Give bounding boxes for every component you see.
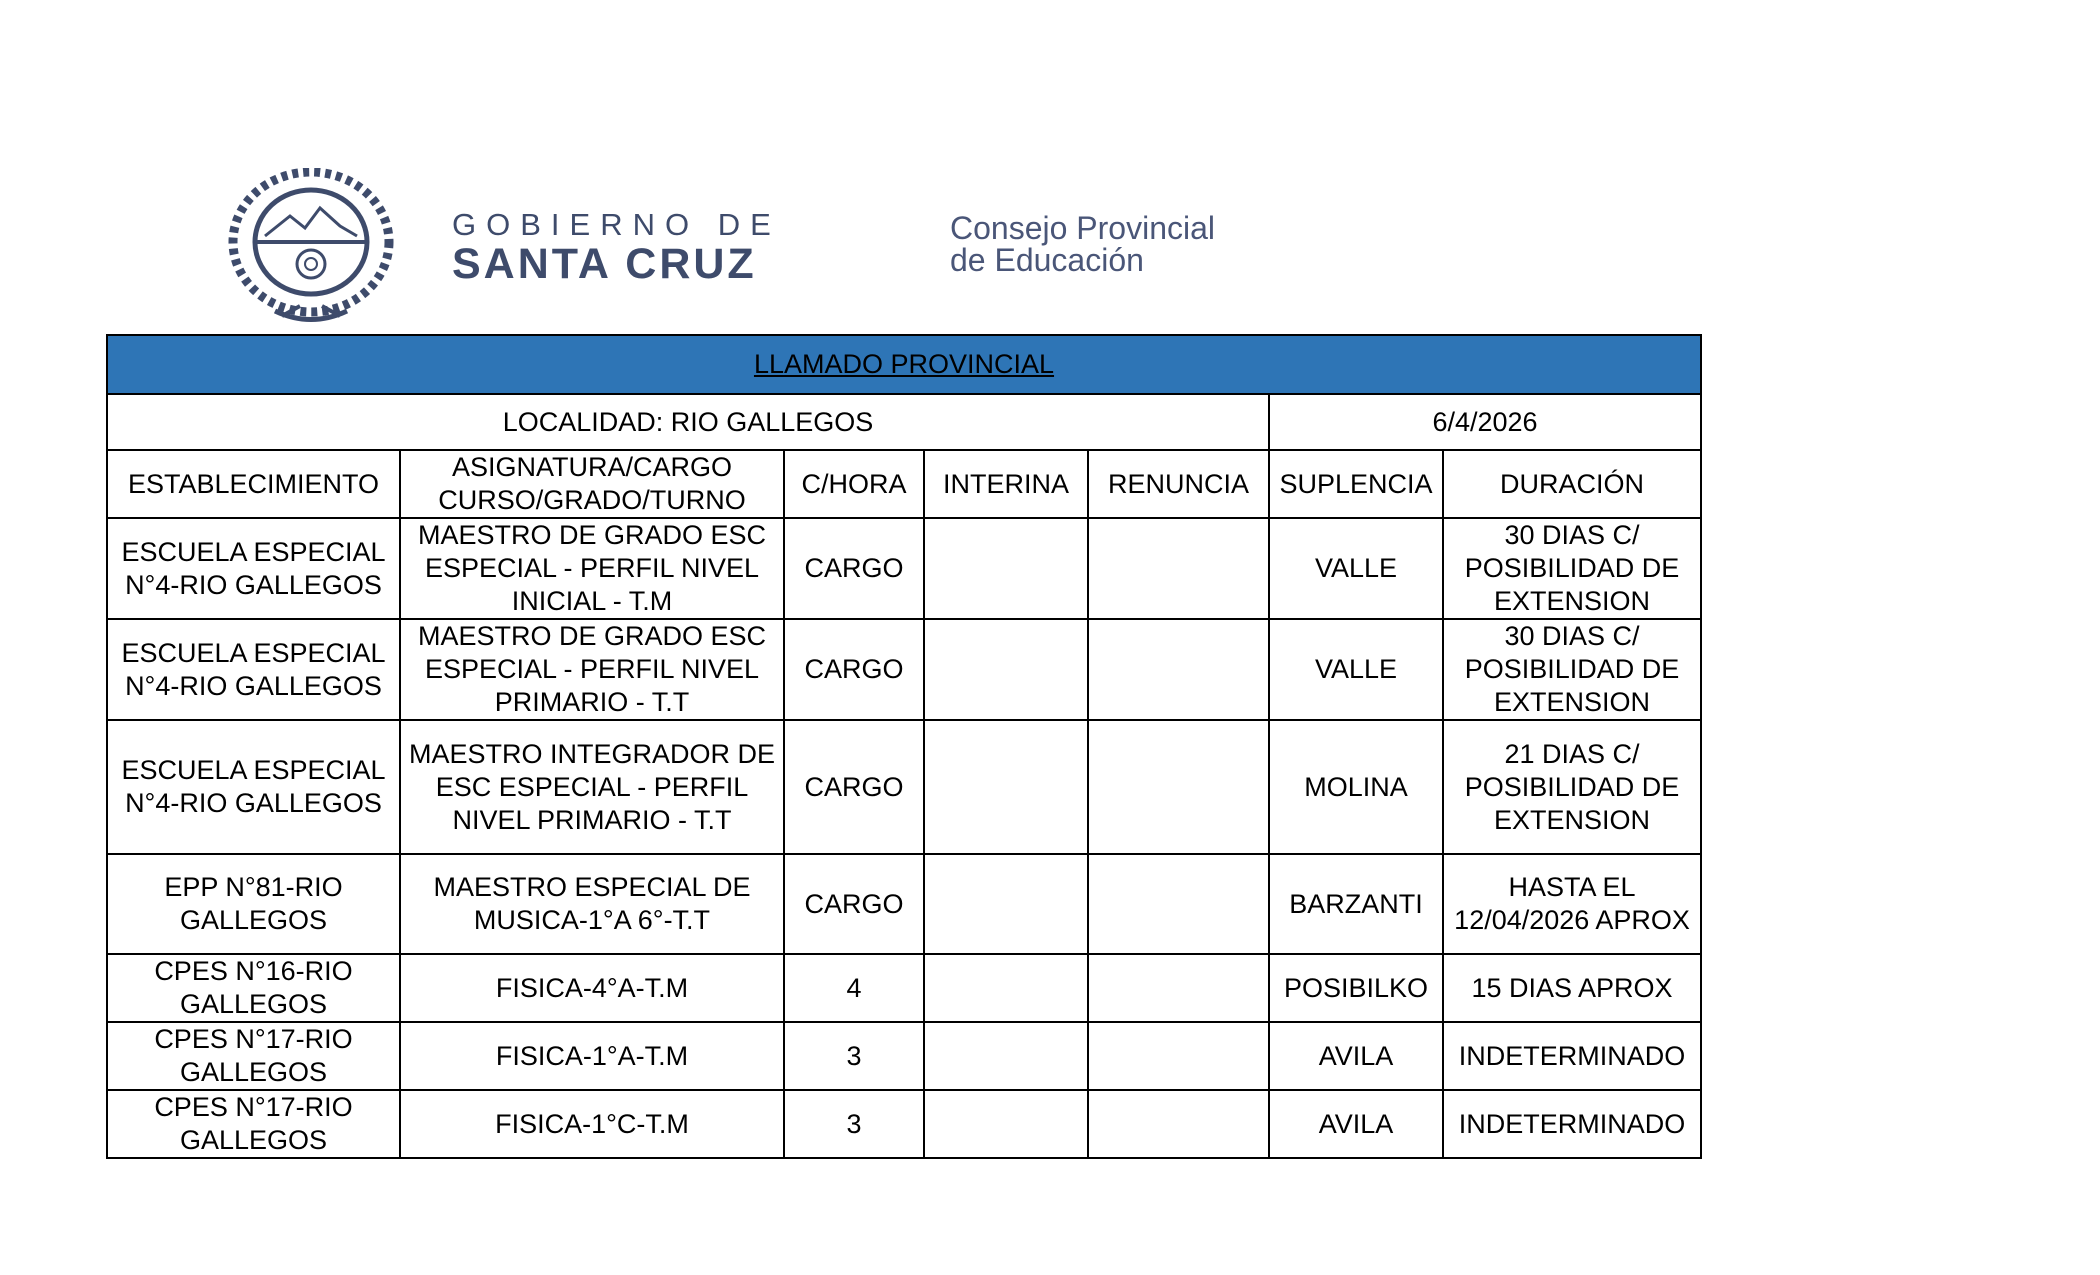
cell-establecimiento [107, 619, 400, 720]
col-duracion: DURACIÓN [1443, 450, 1701, 518]
col-renuncia: RENUNCIA [1088, 450, 1269, 518]
line: POSIBILIDAD DE [1464, 553, 1680, 583]
cell-chora: 3 [784, 1022, 924, 1090]
cell-suplencia: AVILA [1269, 1090, 1443, 1158]
gov-line2: SANTA CRUZ [452, 240, 757, 288]
cell-renuncia [1088, 954, 1269, 1022]
council-name [950, 212, 1215, 276]
cell-establecimiento [107, 854, 400, 954]
line: 21 DIAS C/ [1504, 738, 1640, 769]
table-row [107, 518, 1701, 619]
line: EPP N°81-RIO [164, 872, 343, 902]
line: EXTENSION [1493, 687, 1651, 717]
council-line2: de Educación [950, 242, 1144, 278]
cell-chora: 4 [784, 954, 924, 1022]
cell-duracion [1443, 720, 1701, 854]
document-title: LLAMADO PROVINCIAL [107, 335, 1701, 394]
col-interina: INTERINA [924, 450, 1088, 518]
cell-suplencia: VALLE [1269, 518, 1443, 619]
cell-chora: CARGO [784, 518, 924, 619]
line: 30 DIAS C/ [1504, 520, 1640, 550]
cell-asignatura: FISICA-1°A-T.M [400, 1022, 784, 1090]
cell-renuncia [1088, 1022, 1269, 1090]
table-row [107, 954, 1701, 1022]
cell-establecimiento [107, 954, 400, 1022]
cell-renuncia [1088, 720, 1269, 854]
cell-chora: 3 [784, 1090, 924, 1158]
line: CPES N°17-RIO [154, 1092, 353, 1122]
cell-suplencia: POSIBILKO [1269, 954, 1443, 1022]
table-row [107, 720, 1701, 854]
cell-chora: CARGO [784, 619, 924, 720]
table-row [107, 854, 1701, 954]
cell-duracion [1443, 854, 1701, 954]
col-asignatura [400, 450, 784, 518]
line: N°4-RIO GALLEGOS [125, 670, 382, 701]
line: GALLEGOS [179, 989, 328, 1019]
date: 6/4/2026 [1269, 394, 1701, 450]
cell-renuncia [1088, 854, 1269, 954]
cell-duracion [1443, 518, 1701, 619]
line: GALLEGOS [179, 905, 328, 935]
line: ESC ESPECIAL - PERFIL [435, 771, 749, 802]
table-row [107, 1022, 1701, 1090]
line: MAESTRO ESPECIAL DE [433, 872, 751, 902]
line: PRIMARIO - T.T [494, 687, 690, 717]
cell-renuncia [1088, 619, 1269, 720]
cell-renuncia [1088, 1090, 1269, 1158]
col-chora: C/HORA [784, 450, 924, 518]
cell-asignatura: FISICA-4°A-T.M [400, 954, 784, 1022]
line: EXTENSION [1493, 586, 1651, 616]
cell-suplencia: BARZANTI [1269, 854, 1443, 954]
line: ESCUELA ESPECIAL [121, 755, 386, 785]
line: ESPECIAL - PERFIL NIVEL [424, 553, 760, 583]
council-line1: Consejo Provincial [950, 210, 1216, 246]
line: 12/04/2026 APROX [1454, 905, 1690, 935]
line: GALLEGOS [179, 1125, 328, 1155]
line: N°4-RIO GALLEGOS [125, 788, 382, 818]
line: CPES N°17-RIO [154, 1024, 353, 1054]
cell-interina [924, 854, 1088, 954]
santa-cruz-seal-icon [220, 168, 402, 323]
col-establecimiento: ESTABLECIMIENTO [107, 450, 400, 518]
cell-interina [924, 619, 1088, 720]
line: INICIAL - T.M [511, 586, 673, 616]
cell-interina [924, 1090, 1088, 1158]
table-row [107, 619, 1701, 720]
line: EXTENSION [1493, 804, 1651, 835]
cell-interina [924, 1022, 1088, 1090]
cell-suplencia: AVILA [1269, 1022, 1443, 1090]
cell-duracion: 15 DIAS APROX [1443, 954, 1701, 1022]
line: POSIBILIDAD DE [1464, 654, 1680, 684]
cell-duracion [1443, 619, 1701, 720]
line: MUSICA-1°A 6°-T.T [473, 905, 711, 935]
cell-chora: CARGO [784, 720, 924, 854]
col-suplencia: SUPLENCIA [1269, 450, 1443, 518]
line: POSIBILIDAD DE [1464, 771, 1680, 802]
table-row [107, 1090, 1701, 1158]
line: CPES N°16-RIO [154, 956, 353, 986]
cell-establecimiento [107, 720, 400, 854]
col-asignatura-line2: CURSO/GRADO/TURNO [438, 485, 746, 515]
cell-asignatura [400, 720, 784, 854]
cell-asignatura [400, 518, 784, 619]
line: MAESTRO DE GRADO ESC [417, 520, 767, 550]
col-asignatura-line1: ASIGNATURA/CARGO [451, 452, 733, 482]
line: N°4-RIO GALLEGOS [125, 569, 382, 600]
line: GALLEGOS [179, 1057, 328, 1087]
cell-establecimiento [107, 1022, 400, 1090]
cell-chora: CARGO [784, 854, 924, 954]
line: MAESTRO DE GRADO ESC [417, 621, 767, 651]
letterhead [220, 168, 1370, 323]
line: ESPECIAL - PERFIL NIVEL [424, 654, 760, 684]
cell-duracion: INDETERMINADO [1443, 1022, 1701, 1090]
cell-asignatura [400, 619, 784, 720]
line: 30 DIAS C/ [1504, 621, 1640, 651]
line: ESCUELA ESPECIAL [121, 637, 386, 668]
cell-renuncia [1088, 518, 1269, 619]
line: HASTA EL [1508, 872, 1636, 902]
cell-duracion: INDETERMINADO [1443, 1090, 1701, 1158]
cell-suplencia: VALLE [1269, 619, 1443, 720]
vacancies-table [106, 334, 1702, 1159]
cell-interina [924, 518, 1088, 619]
cell-asignatura [400, 854, 784, 954]
cell-suplencia: MOLINA [1269, 720, 1443, 854]
cell-establecimiento [107, 518, 400, 619]
line: NIVEL PRIMARIO - T.T [452, 804, 732, 835]
locality: LOCALIDAD: RIO GALLEGOS [107, 394, 1269, 450]
government-name [452, 208, 781, 286]
line: ESCUELA ESPECIAL [121, 536, 386, 567]
line: MAESTRO INTEGRADOR DE [408, 738, 776, 769]
cell-asignatura: FISICA-1°C-T.M [400, 1090, 784, 1158]
cell-interina [924, 720, 1088, 854]
cell-interina [924, 954, 1088, 1022]
gov-line1: GOBIERNO DE [452, 207, 781, 242]
cell-establecimiento [107, 1090, 400, 1158]
